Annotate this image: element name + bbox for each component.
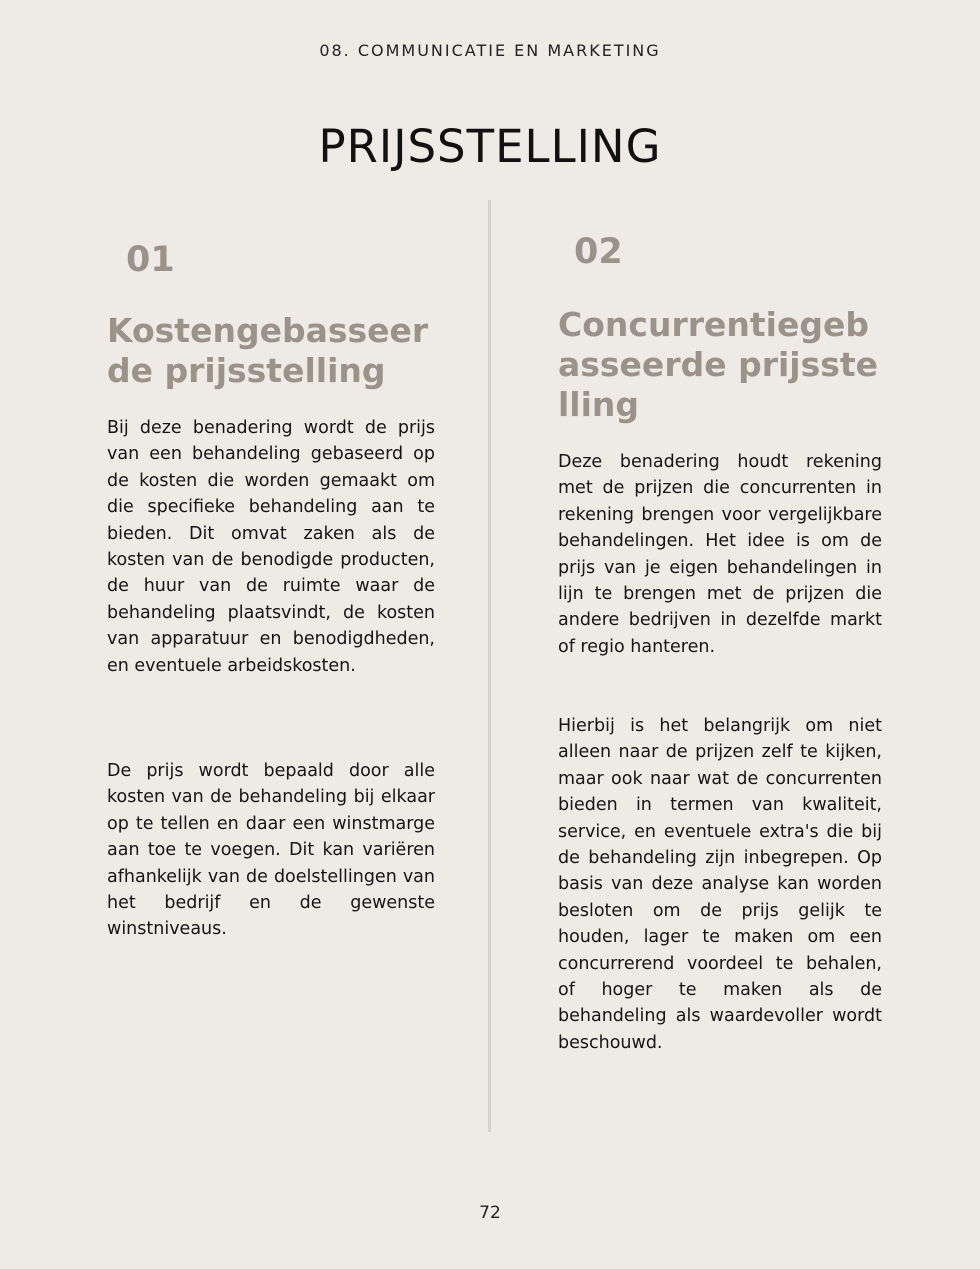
page-title: PRIJSSTELLING xyxy=(318,120,662,173)
section-paragraph: Bij deze benadering wordt de prijs van een behandeling gebaseerd op de kosten die worden gemaakt om die specifieke behandeling aan te bieden. Dit omvat zaken als de kosten van de benodigde producten, de huur van de ruimte waar de behandeling plaatsvindt, de kosten van apparatuur en benodigdheden, en eventuele arbeidskosten. xyxy=(107,418,435,676)
section-heading: Concurrentiegebasseerde prijsstelling xyxy=(558,305,879,424)
section-paragraph: Deze benadering houdt rekening met de prijzen die concurrenten in rekening brengen voor vergelijkbare behandelingen. Het idee is om de prijs van je eigen behandelingen in lijn te brengen met de prijzen die andere bedrijven in dezelfde markt of regio hanteren. xyxy=(558,452,882,657)
section-heading: Kostengebasseerde prijsstelling xyxy=(107,311,429,390)
section-number: 02 xyxy=(574,232,623,272)
section-paragraph: De prijs wordt bepaald door alle kosten van de behandeling bij elkaar op te tellen en daar een winstmarge aan toe te voegen. Dit kan variëren afhankelijk van de doelstellingen van het bedrijf en de gewenste winstniveaus. xyxy=(107,761,435,940)
section-paragraph: Hierbij is het belangrijk om niet alleen naar de prijzen zelf te kijken, maar ook naar wat de concurrenten bieden in termen van kwaliteit, service, en eventuele extra's die bij de behandeling zijn inbegrepen. Op basis van deze analyse kan worden besloten om de prijs gelijk te houden, lager te maken om een concurrerend voordeel te behalen, of hoger te maken als de behandeling als waardevoller wordt beschouwd. xyxy=(558,716,882,1053)
column-divider xyxy=(488,200,491,1132)
chapter-label: 08. COMMUNICATIE EN MARKETING xyxy=(319,41,661,60)
page-number: 72 xyxy=(479,1203,501,1223)
section-number: 01 xyxy=(126,240,175,280)
